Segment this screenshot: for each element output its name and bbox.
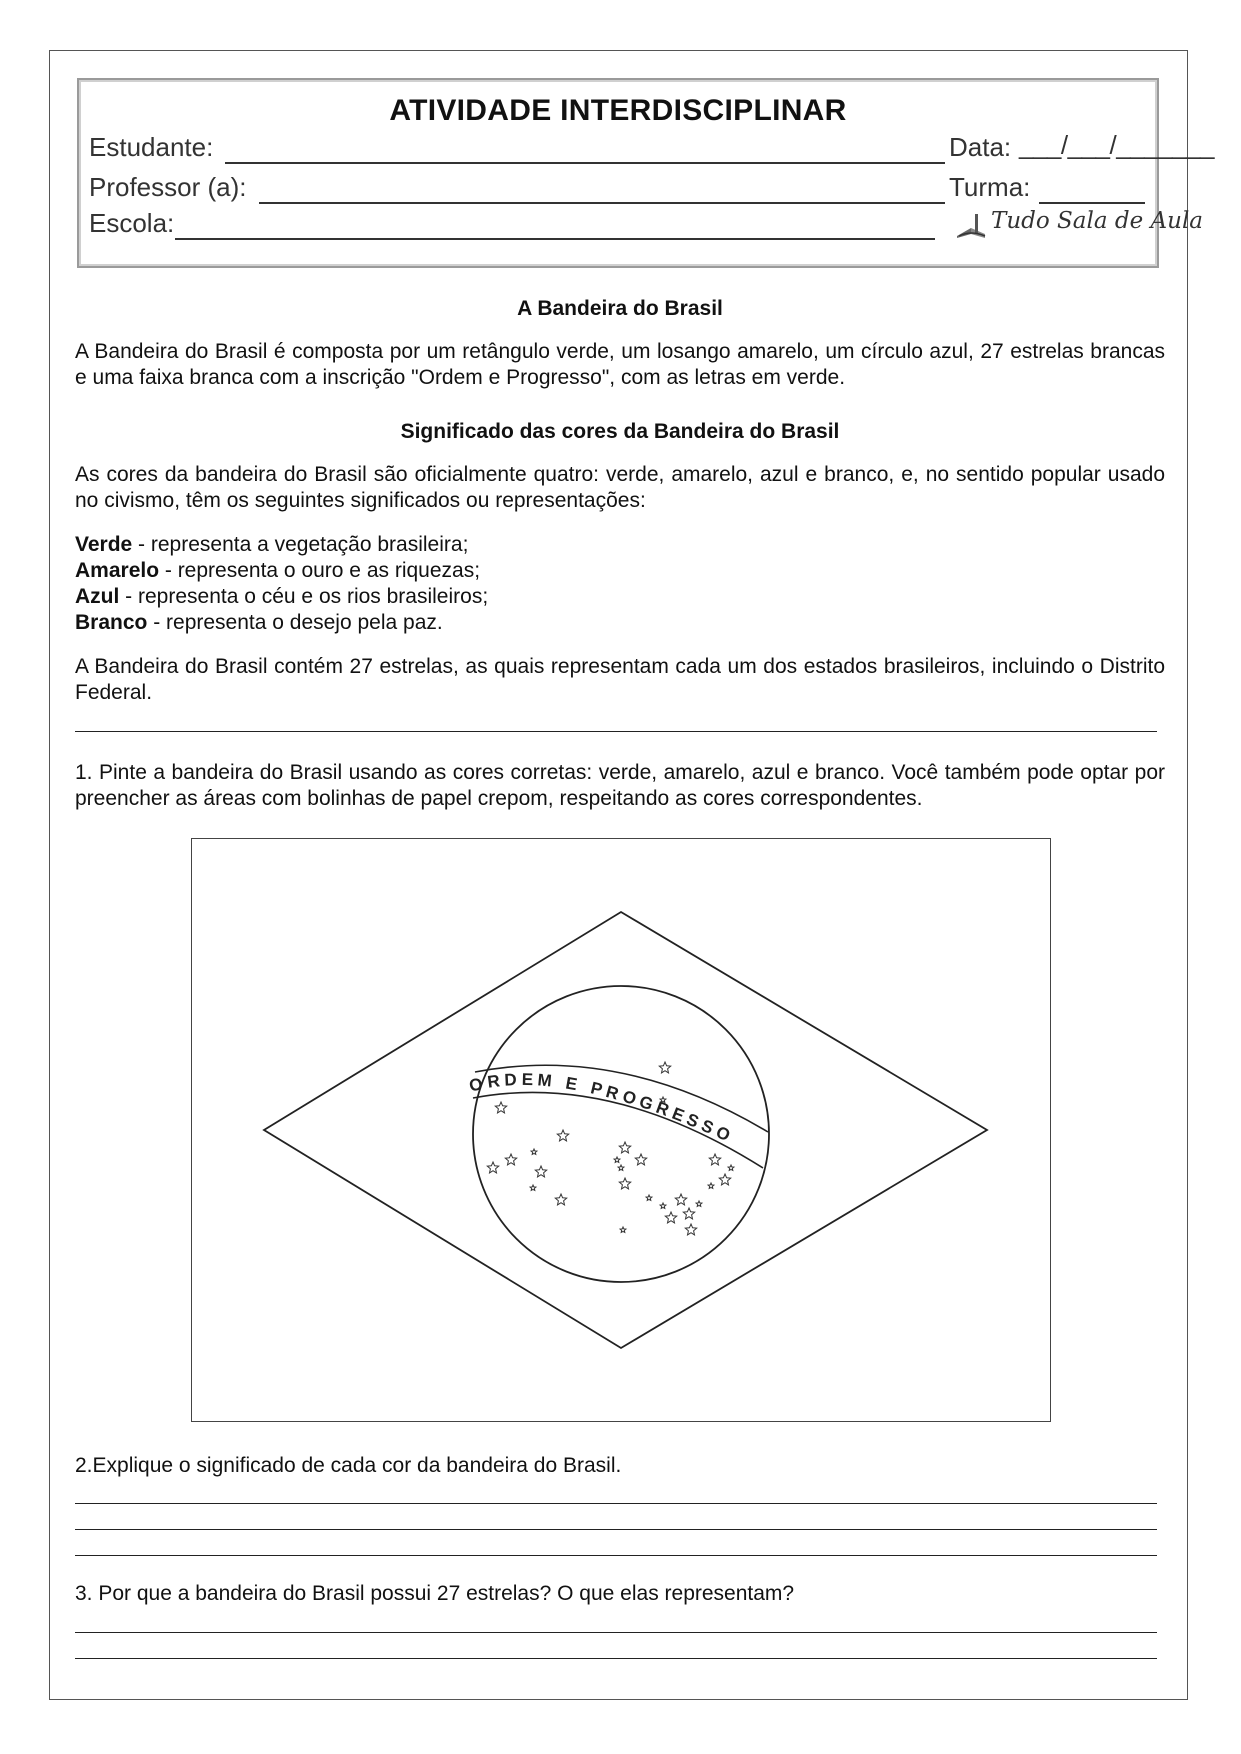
answer-line-2c[interactable] — [75, 1555, 1157, 1556]
flag-star[interactable] — [487, 1162, 498, 1173]
header-title: ATIVIDADE INTERDISCIPLINAR — [389, 94, 847, 127]
flag-star[interactable] — [505, 1154, 516, 1165]
date-label: Data: — [949, 132, 1012, 162]
class-field[interactable] — [1039, 202, 1145, 204]
flag-motto — [467, 1070, 737, 1147]
flag-star[interactable] — [659, 1062, 670, 1073]
student-field[interactable] — [225, 162, 945, 164]
teacher-field[interactable] — [259, 202, 945, 204]
flag-star[interactable] — [530, 1185, 536, 1190]
student-label: Estudante: — [89, 132, 214, 162]
school-label: Escola: — [89, 208, 175, 238]
date-field[interactable]: ___/___/_______ — [1019, 130, 1214, 160]
intro-title: A Bandeira do Brasil — [517, 297, 723, 320]
flag-star[interactable] — [683, 1208, 694, 1219]
section-divider — [75, 731, 1157, 732]
question-1: 1. Pinte a bandeira do Brasil usando as cores corretas: verde, amarelo, azul e branco. Você também pode optar por preencher as áreas com bolinhas de papel crepom, respeitando as cores correspondentes. — [75, 761, 1165, 810]
color-item-branco: Branco - representa o desejo pela paz. — [75, 611, 443, 634]
flag-star[interactable] — [665, 1212, 676, 1223]
flag-motto-text: ORDEM E PROGRESSO — [467, 1069, 738, 1148]
stars-text: A Bandeira do Brasil contém 27 estrelas, as quais representam cada um dos estados brasileiros, incluindo o Distrito Federal. — [75, 655, 1165, 704]
flag-star[interactable] — [620, 1227, 626, 1232]
answer-line-3b[interactable] — [75, 1658, 1157, 1659]
flag-star[interactable] — [709, 1154, 720, 1165]
answer-line-2a[interactable] — [75, 1503, 1157, 1504]
color-item-verde: Verde - representa a vegetação brasileira; — [75, 533, 469, 556]
flag-star[interactable] — [635, 1154, 646, 1165]
flag-drawing[interactable] — [191, 838, 1051, 1422]
answer-line-3a[interactable] — [75, 1632, 1157, 1633]
question-2: 2.Explique o significado de cada cor da bandeira do Brasil. — [75, 1454, 622, 1477]
school-field[interactable] — [175, 238, 935, 240]
flag-star[interactable] — [618, 1165, 624, 1170]
flag-star[interactable] — [619, 1142, 630, 1153]
colors-list — [75, 532, 1165, 636]
book-logo-icon — [955, 210, 995, 240]
flag-star[interactable] — [685, 1224, 696, 1235]
flag-star[interactable] — [696, 1201, 702, 1206]
teacher-label: Professor (a): — [89, 172, 247, 202]
flag-star[interactable] — [555, 1194, 566, 1205]
colors-intro: As cores da bandeira do Brasil são oficialmente quatro: verde, amarelo, azul e branco, e, no sentido popular usado no civismo, têm os seguintes significados ou representações: — [75, 463, 1165, 512]
color-item-amarelo: Amarelo - representa o ouro e as riquezas; — [75, 559, 481, 582]
flag-star[interactable] — [728, 1165, 734, 1170]
answer-line-2b[interactable] — [75, 1529, 1157, 1530]
flag-star[interactable] — [646, 1195, 652, 1200]
flag-star[interactable] — [535, 1166, 546, 1177]
flag-star[interactable] — [660, 1203, 666, 1208]
intro-text: A Bandeira do Brasil é composta por um retângulo verde, um losango amarelo, um círculo azul, 27 estrelas brancas e uma faixa branca com a inscrição "Ordem e Progresso", com as letras em verde. — [75, 340, 1165, 389]
flag-star[interactable] — [675, 1194, 686, 1205]
question-3: 3. Por que a bandeira do Brasil possui 27 estrelas? O que elas representam? — [75, 1582, 795, 1605]
class-label: Turma: — [949, 172, 1031, 202]
header-box — [77, 78, 1214, 268]
flag-star[interactable] — [495, 1102, 506, 1113]
color-item-azul: Azul - representa o céu e os rios brasileiros; — [75, 585, 489, 608]
flag-star[interactable] — [614, 1157, 620, 1162]
flag-star[interactable] — [719, 1174, 730, 1185]
colors-title: Significado das cores da Bandeira do Brasil — [400, 420, 840, 443]
flag-star[interactable] — [619, 1178, 630, 1189]
signature-logo: Tudo Sala de Aula — [991, 208, 1204, 234]
flag-star[interactable] — [557, 1130, 568, 1141]
flag-star[interactable] — [708, 1183, 714, 1188]
flag-star[interactable] — [531, 1149, 537, 1154]
